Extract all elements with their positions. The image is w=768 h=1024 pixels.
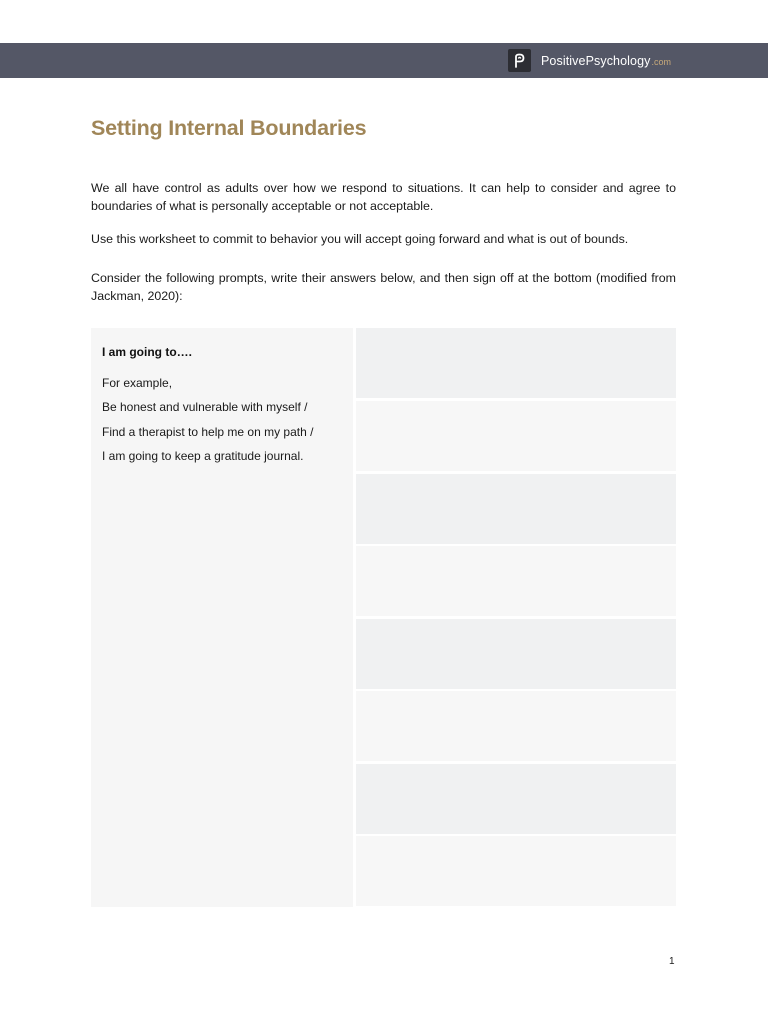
answer-field-5[interactable] xyxy=(356,619,676,689)
prompt-heading: I am going to…. xyxy=(102,345,192,359)
worksheet-table xyxy=(91,328,676,907)
intro-paragraph: We all have control as adults over how we respond to situations. It can help to consider and agree to boundaries of what is personally acceptable or not acceptable. xyxy=(91,181,676,213)
answer-field-7[interactable] xyxy=(356,764,676,834)
answer-field-4[interactable] xyxy=(356,546,676,616)
positivepsychology-logo-icon xyxy=(508,49,531,72)
answer-field-3[interactable] xyxy=(356,474,676,544)
brand-name: PositivePsychology xyxy=(541,53,651,68)
prompt-example-label: For example, xyxy=(102,376,173,390)
page-number: 1 xyxy=(669,956,675,967)
prompt-cell xyxy=(91,328,353,907)
answer-field-1[interactable] xyxy=(356,328,676,398)
prompt-example-line: I am going to keep a gratitude journal. xyxy=(102,449,304,463)
prompt-example-line: Find a therapist to help me on my path / xyxy=(102,425,314,439)
answer-field-2[interactable] xyxy=(356,401,676,471)
page-title: Setting Internal Boundaries xyxy=(91,116,367,140)
answer-field-8[interactable] xyxy=(356,836,676,906)
prompt-example-line: Be honest and vulnerable with myself / xyxy=(102,400,308,414)
answer-field-6[interactable] xyxy=(356,691,676,761)
brand-logo-link[interactable] xyxy=(508,49,671,72)
header-bar xyxy=(0,43,768,78)
prompt-instructions-paragraph: Consider the following prompts, write their answers below, and then sign off at the bottom (modified from Jackman, 2020): xyxy=(91,271,676,303)
instruction-paragraph: Use this worksheet to commit to behavior you will accept going forward and what is out of bounds. xyxy=(91,232,629,246)
brand-suffix: .com xyxy=(651,56,672,67)
